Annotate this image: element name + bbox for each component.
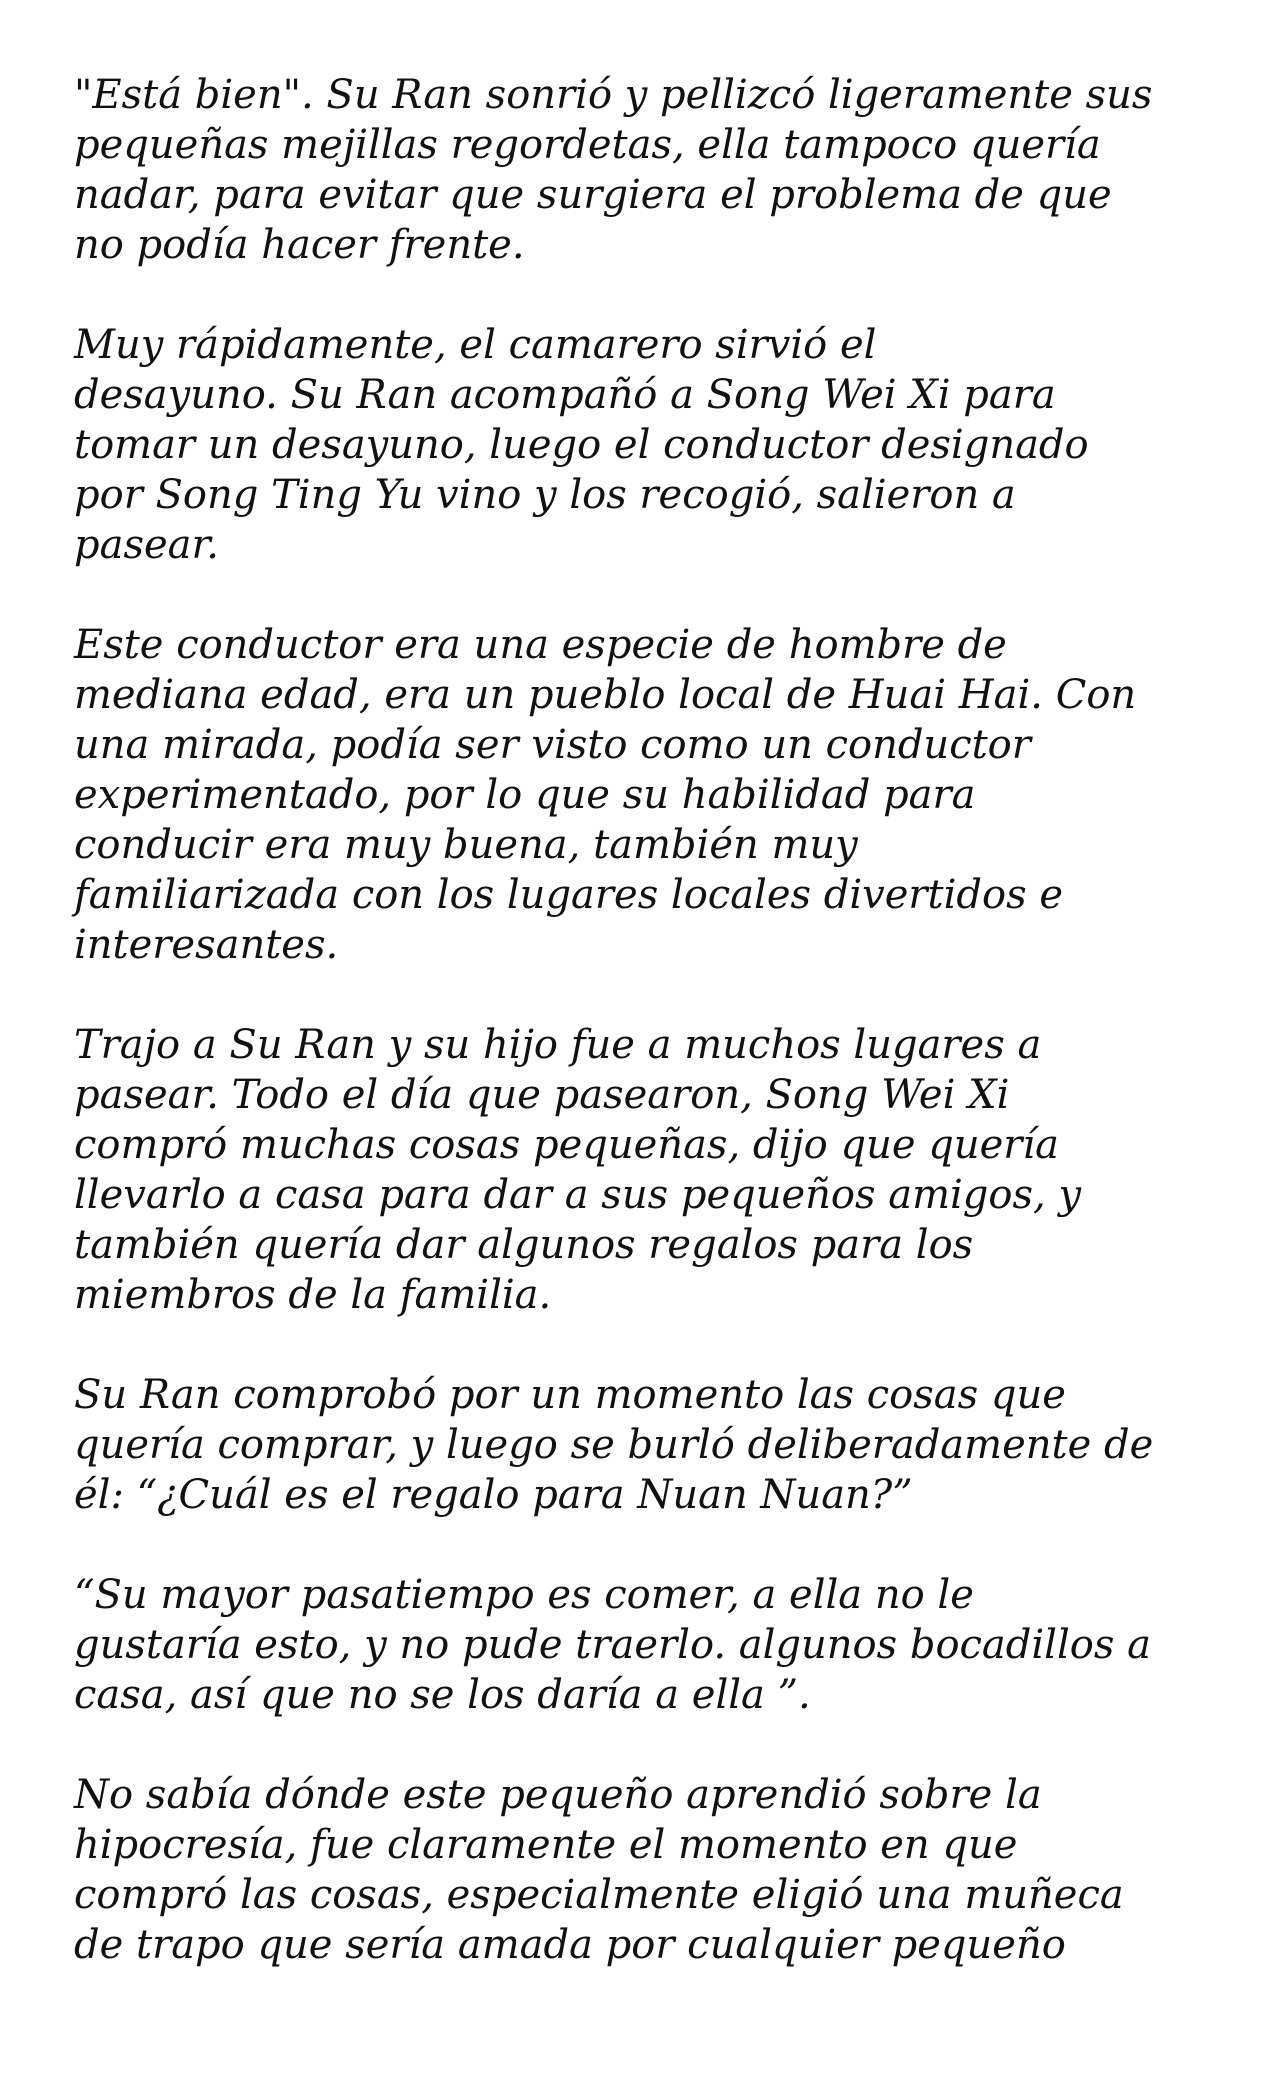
paragraph bbox=[74, 1020, 1235, 1320]
text-line: interesantes. bbox=[74, 922, 339, 968]
text-line: mediana edad, era un pueblo local de Huai Hai. Con bbox=[74, 672, 1137, 718]
text-line: experimentado, por lo que su habilidad para bbox=[74, 772, 976, 818]
text-line: por Song Ting Yu vino y los recogió, salieron a bbox=[74, 472, 1016, 518]
text-line: gustaría esto, y no pude traerlo. algunos bocadillos a bbox=[74, 1622, 1151, 1668]
text-line: no podía hacer frente. bbox=[74, 222, 525, 268]
text-line: llevarlo a casa para dar a sus pequeños amigos, y bbox=[74, 1172, 1082, 1218]
text-line: también quería dar algunos regalos para los bbox=[74, 1222, 974, 1268]
text-line: Trajo a Su Ran y su hijo fue a muchos lugares a bbox=[74, 1022, 1042, 1068]
paragraph bbox=[74, 1770, 1235, 1970]
text-line: miembros de la familia. bbox=[74, 1272, 552, 1318]
paragraph bbox=[74, 1370, 1235, 1520]
text-line: pequeñas mejillas regordetas, ella tampoco quería bbox=[74, 122, 1101, 168]
paragraph bbox=[74, 620, 1235, 970]
text-line: hipocresía, fue claramente el momento en que bbox=[74, 1822, 1018, 1868]
text-line: él: “¿Cuál es el regalo para Nuan Nuan?” bbox=[74, 1472, 913, 1518]
paragraph bbox=[74, 70, 1235, 270]
document-body bbox=[74, 70, 1235, 1970]
text-line: “Su mayor pasatiempo es comer, a ella no le bbox=[74, 1572, 974, 1618]
paragraph bbox=[74, 320, 1235, 570]
text-line: compró las cosas, especialmente eligió una muñeca bbox=[74, 1872, 1124, 1918]
text-line: tomar un desayuno, luego el conductor designado bbox=[74, 422, 1089, 468]
text-line: Su Ran comprobó por un momento las cosas que bbox=[74, 1372, 1066, 1418]
text-line: quería comprar, y luego se burló deliberadamente de bbox=[74, 1422, 1154, 1468]
text-line: conducir era muy buena, también muy bbox=[74, 822, 858, 868]
text-line: compró muchas cosas pequeñas, dijo que quería bbox=[74, 1122, 1060, 1168]
text-line: "Está bien". Su Ran sonrió y pellizcó ligeramente sus bbox=[74, 72, 1153, 118]
text-line: Muy rápidamente, el camarero sirvió el bbox=[74, 322, 877, 368]
text-line: desayuno. Su Ran acompañó a Song Wei Xi para bbox=[74, 372, 1056, 418]
text-line: pasear. Todo el día que pasearon, Song Wei Xi bbox=[74, 1072, 1010, 1118]
text-line: pasear. bbox=[74, 522, 219, 568]
text-line: Este conductor era una especie de hombre de bbox=[74, 622, 1007, 668]
text-line: casa, así que no se los daría a ella ”. bbox=[74, 1672, 811, 1718]
text-line: nadar, para evitar que surgiera el problema de que bbox=[74, 172, 1112, 218]
text-line: familiarizada con los lugares locales divertidos e bbox=[74, 872, 1064, 918]
text-line: de trapo que sería amada por cualquier pequeño bbox=[74, 1922, 1066, 1968]
paragraph bbox=[74, 1570, 1235, 1720]
text-line: No sabía dónde este pequeño aprendió sobre la bbox=[74, 1772, 1042, 1818]
text-line: una mirada, podía ser visto como un conductor bbox=[74, 722, 1031, 768]
